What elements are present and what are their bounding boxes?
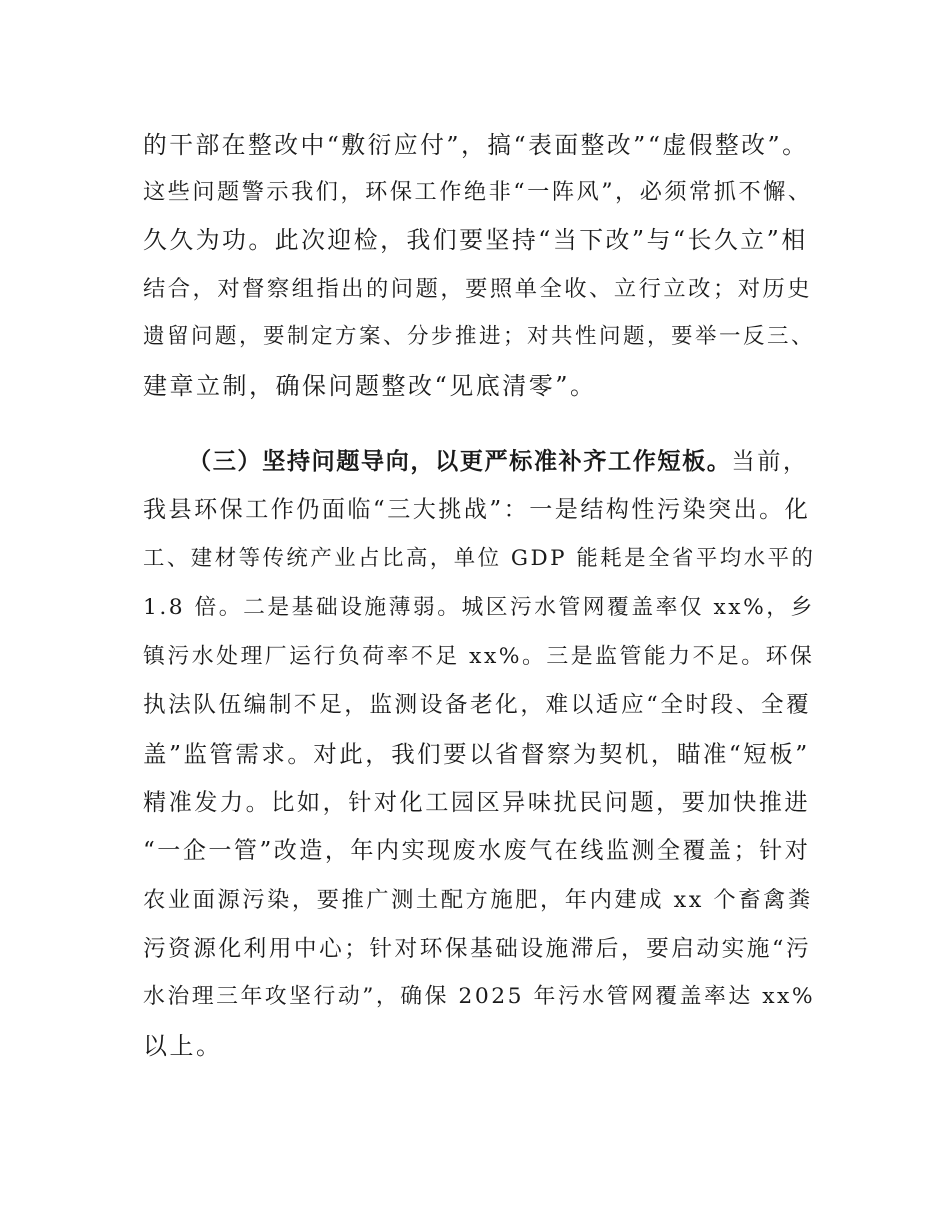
paragraph-2-first-line: [188, 447, 809, 477]
paragraph-2-line-3: 工、建材等传统产业占比高，单位 GDP 能耗是全省平均水平的: [143, 546, 816, 571]
paragraph-1-line-6: 建章立制，确保问题整改“见底清零”。: [143, 372, 597, 400]
paragraph-2-line-12: 水治理三年攻坚行动”，确保 2025 年污水管网覆盖率达 xx%: [143, 984, 816, 1009]
paragraph-2-line-5: 镇污水处理厂运行负荷率不足 xx%。三是监管能力不足。环保: [143, 644, 815, 669]
paragraph-2-line-6: 执法队伍编制不足，监测设备老化，难以适应“全时段、全覆: [143, 692, 812, 718]
paragraph-2-line-9: “一企一管”改造，年内实现废水废气在线监测全覆盖；针对: [143, 838, 811, 864]
paragraph-1-line-2: 这些问题警示我们，环保工作绝非“一阵风”，必须常抓不懈、: [143, 179, 813, 205]
paragraph-2-line-8: 精准发力。比如，针对化工园区异味扰民问题，要加快推进: [143, 790, 811, 816]
paragraph-2-line-10: 农业面源污染，要推广测土配方施肥，年内建成 xx 个畜禽粪: [143, 887, 813, 913]
paragraph-2-line-13: 以上。: [143, 1032, 223, 1060]
paragraph-1-line-1: 的干部在整改中“敷衍应付”，搞“表面整改”“虚假整改”。: [143, 131, 809, 159]
paragraph-1-line-4: 结合，对督察组指出的问题，要照单全收、立行立改；对历史: [143, 276, 813, 302]
section-heading: （三）坚持问题导向，以更严标准补齐工作短板。: [188, 448, 732, 475]
paragraph-2-first-line-rest: 当前，: [731, 448, 809, 475]
paragraph-2-line-7: 盖”监管需求。对此，我们要以省督察为契机，瞄准“短板”: [143, 740, 810, 768]
paragraph-2-line-4: 1.8 倍。二是基础设施薄弱。城区污水管网覆盖率仅 xx%，乡: [143, 595, 815, 620]
paragraph-1-line-5: 遗留问题，要制定方案、分步推进；对共性问题，要举一反三、: [143, 324, 816, 349]
paragraph-2-line-11: 污资源化利用中心；针对环保基础设施滞后，要启动实施“污: [143, 936, 812, 962]
paragraph-1-line-3: 久久为功。此次迎检，我们要坚持“当下改”与“长久立”相: [143, 226, 808, 254]
paragraph-2-line-2: 我县环保工作仍面临“三大挑战”：一是结构性污染突出。化: [143, 497, 811, 523]
